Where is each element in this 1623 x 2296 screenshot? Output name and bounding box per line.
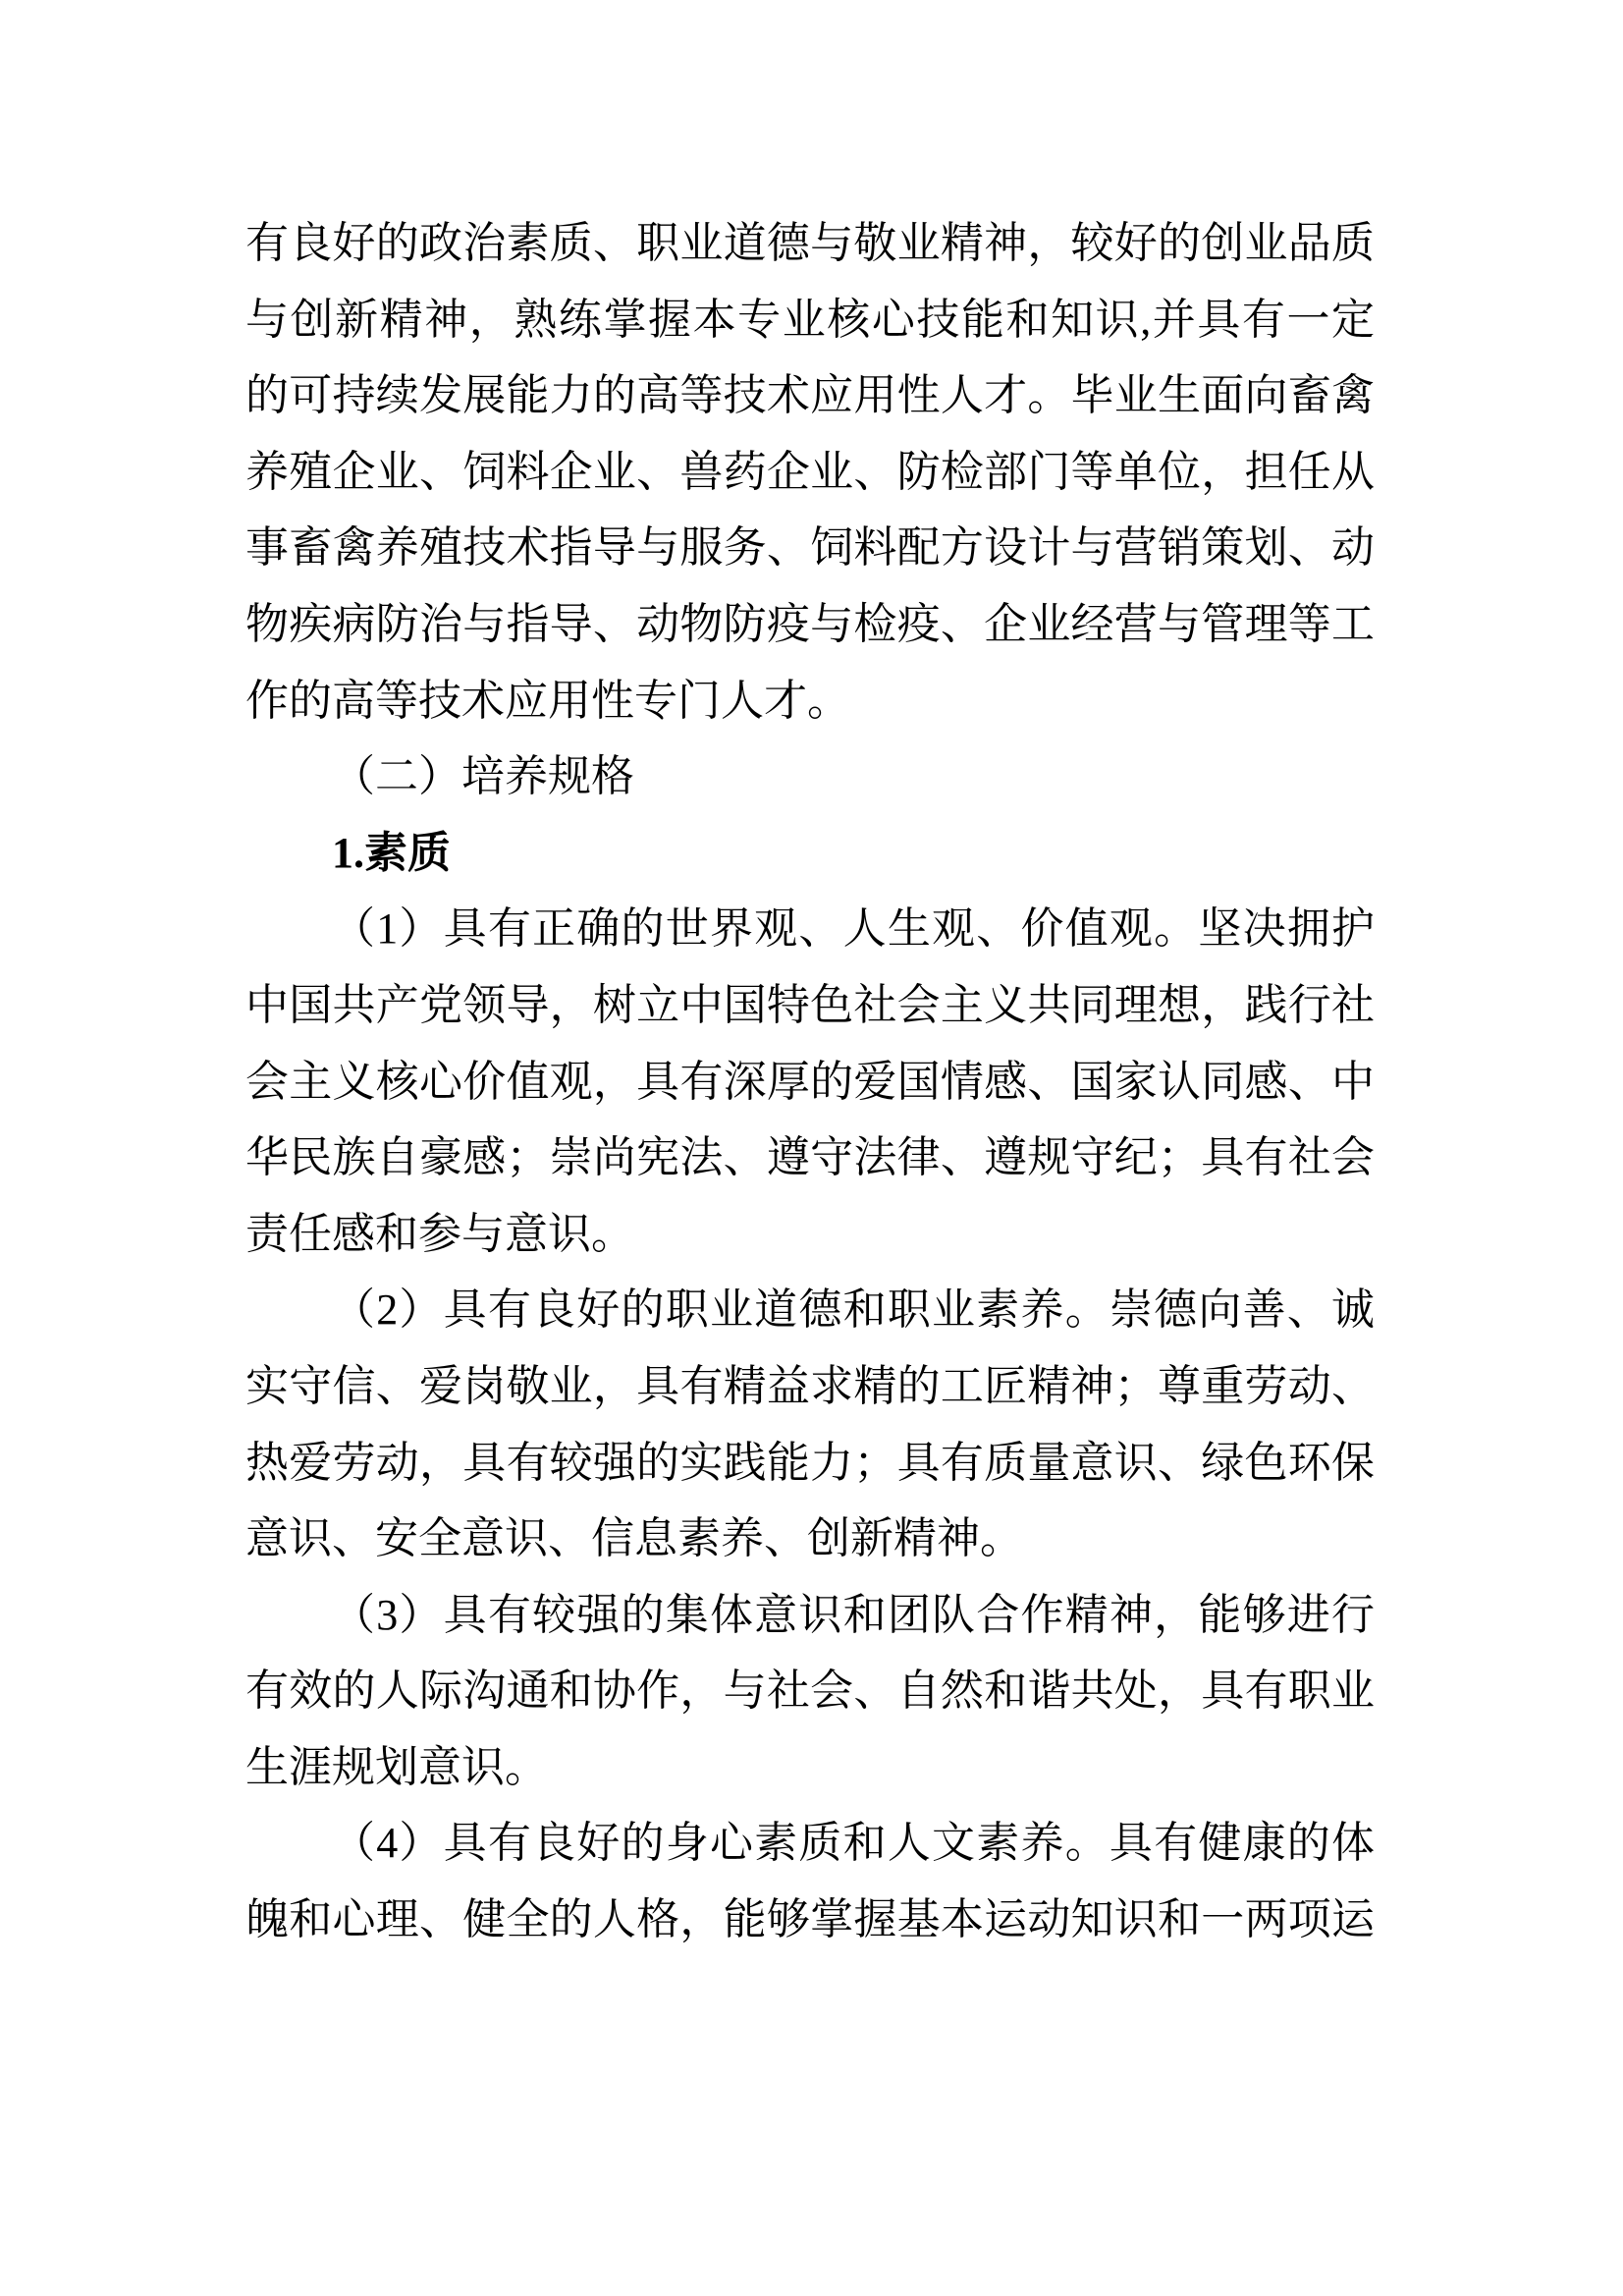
text-line-3: 的可持续发展能力的高等技术应用性人才。毕业生面向畜禽 <box>245 371 1375 420</box>
document-text-block <box>245 205 1375 1958</box>
text-line-8: （二）培养规格 <box>332 752 634 801</box>
text-line-19: （3）具有较强的集体意识和团队合作精神，能够进行 <box>332 1590 1375 1639</box>
text-line-23: 魄和心理、健全的人格，能够掌握基本运动知识和一两项运 <box>245 1895 1375 1944</box>
text-line-21: 生涯规划意识。 <box>245 1742 548 1791</box>
text-line-20: 有效的人际沟通和协作，与社会、自然和谐共处，具有职业 <box>245 1667 1375 1716</box>
text-line-14: 责任感和参与意识。 <box>245 1209 634 1258</box>
text-line-11: 中国共产党领导，树立中国特色社会主义共同理想，践行社 <box>245 980 1375 1029</box>
text-line-16: 实守信、爱岗敬业，具有精益求精的工匠精神；尊重劳动、 <box>245 1361 1375 1410</box>
text-line-5: 事畜禽养殖技术指导与服务、饲料配方设计与营销策划、动 <box>245 523 1375 573</box>
text-line-2: 与创新精神，熟练掌握本专业核心技能和知识,并具有一定 <box>245 295 1375 344</box>
text-line-15: （2）具有良好的职业道德和职业素养。崇德向善、诚 <box>332 1285 1375 1335</box>
text-line-22: （4）具有良好的身心素质和人文素养。具有健康的体 <box>332 1819 1375 1868</box>
text-line-13: 华民族自豪感；崇尚宪法、遵守法律、遵规守纪；具有社会 <box>245 1133 1375 1182</box>
text-line-12: 会主义核心价值观，具有深厚的爱国情感、国家认同感、中 <box>245 1057 1375 1106</box>
text-line-6: 物疾病防治与指导、动物防疫与检疫、企业经营与管理等工 <box>245 599 1375 648</box>
text-line-10: （1）具有正确的世界观、人生观、价值观。坚决拥护 <box>332 904 1375 954</box>
text-line-18: 意识、安全意识、信息素养、创新精神。 <box>245 1514 1023 1563</box>
text-line-17: 热爱劳动，具有较强的实践能力；具有质量意识、绿色环保 <box>245 1438 1375 1487</box>
text-line-7: 作的高等技术应用性专门人才。 <box>245 676 850 725</box>
text-line-1: 有良好的政治素质、职业道德与敬业精神，较好的创业品质 <box>245 219 1375 267</box>
text-line-9: 1.素质 <box>332 828 451 877</box>
text-line-4: 养殖企业、饲料企业、兽药企业、防检部门等单位，担任从 <box>245 447 1375 496</box>
